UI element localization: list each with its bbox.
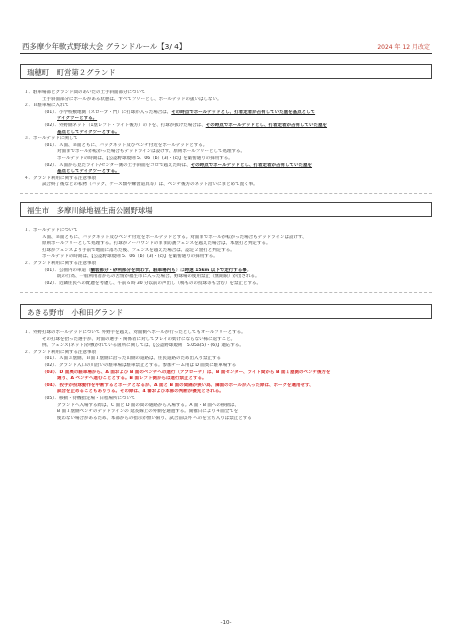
- rule-text: 原則ボールフリーとして処理する。打球がノーバウンドのまま防護フェンスを越えた場合は、本塁打と判定する。: [42, 241, 271, 247]
- rule-line: [24, 268, 432, 275]
- rule-text: 打球がフェンスより手前で地面に落ちた後、フェンスを越えた場合は、認定２塁打と判定する。: [42, 247, 235, 253]
- rule-line: [24, 389, 432, 396]
- rule-line: [24, 182, 432, 189]
- rule-line: [24, 370, 432, 377]
- rule-line: [24, 337, 432, 344]
- rule-line: [24, 116, 432, 123]
- rule-text: ボールデッドの時期は、【公認野球規則 5．06（b）(3)・(c)】を厳密通りの採用する。: [42, 254, 218, 260]
- rule-line: [24, 363, 432, 370]
- rule-text: （01）．Ａ面、Ｂ面ともに、バックネット及びベンチ付近をボールデッドとする。: [42, 142, 208, 148]
- rule-line: [24, 409, 432, 416]
- rule-text: B 面１塁側ベンチのデッドラインの 延長線上の外側を通過する。開催日により４面全てを: [57, 409, 239, 415]
- rule-text: ボールデッドの時期は、【公認野球規則 5．06（b）(3)・(c)】を厳密通りの採用する。: [57, 155, 233, 161]
- rule-text: 例。フェンス(ネット)が敷かれている箇所に関しては、【公認野球規則 5.05a(5)・(6)】適応する。: [42, 343, 244, 349]
- section-divider: [20, 193, 432, 194]
- page-header: [20, 40, 432, 54]
- rule-line: [24, 136, 432, 143]
- section-heading-fussa: [20, 202, 432, 217]
- rule-text: ２．グランド利用に関する注意事項: [24, 260, 96, 266]
- rule-line: [24, 156, 432, 163]
- section-title: 福生市 多摩川緑地福生南公園野球場: [27, 206, 153, 215]
- rule-text: ４．グランド利用に関する注意事項: [24, 175, 96, 181]
- rule-line: [24, 241, 432, 248]
- rule-text: １．ボールデッドについて: [24, 228, 78, 233]
- rule-text: その時点でボールデッドとし、打者走者が占有していた塁を: [190, 162, 313, 168]
- rule-text: １．駐車場部とグランド間のあいだの土手斜面部分について: [24, 90, 146, 95]
- rule-line: [24, 403, 432, 410]
- rule-text: その打球を拾った選手が、対面の選手・関係者に対してプレイの妨げにならない様に返すこと。: [42, 336, 236, 342]
- rule-line: [24, 376, 432, 383]
- rule-line: [24, 274, 432, 281]
- rule-text: （01）．小学校敷地側（スロープ・門）に打球が入った場合は、: [42, 109, 172, 115]
- rule-text: 対面までボールが転がった場合もデッドラインは設けず、原則ボールフリーとして処理する。: [57, 149, 246, 155]
- section-body-fussa: [24, 228, 432, 287]
- rule-text: 土手斜面部分にボールがある状態は、すべてフリーとし、ボールデッドの扱いはしない。: [42, 96, 222, 102]
- rule-text: テイクツーとする。: [57, 116, 98, 122]
- rule-text: 舗装部分・砂利部分を問わず、駐車場内も: [90, 267, 176, 273]
- rule-text: （02）．Ａ面から見たライト/センター側の土手斜面をゴロで越えた時は、: [42, 162, 191, 168]
- rule-text: （02）．近隣住民への配慮を考慮し、午前６時 30 分以前の声出し（鳴ものの投球等も含む）を禁止とする。: [42, 280, 262, 286]
- rule-line: [24, 176, 432, 183]
- rule-line: [24, 330, 432, 337]
- rule-line: [24, 123, 432, 130]
- rule-text: 通り、A ベンチへ進むこととする。B 面レフト側からは進行禁止とする。: [57, 376, 207, 382]
- rule-line: [24, 163, 432, 170]
- rule-line: [24, 143, 432, 150]
- rule-text: （02）．外野側ネット（1塁レフト・ライト後方）の下を、打球が抜けた場合は、: [42, 122, 206, 128]
- rule-line: [24, 235, 432, 242]
- rule-text: その時点でボールデッドとし、打者走者が占有していた塁を: [205, 122, 328, 128]
- rule-text: Ａ面、Ｂ面ともに、バックネット及びベンチ付近をボールデッドとする。対面までボールが転がった場合もデッドラインは設けず、: [42, 234, 307, 240]
- rule-line: [24, 254, 432, 261]
- rule-text: 。: [246, 267, 252, 273]
- rule-line: [24, 103, 432, 110]
- rule-text: （03）．D 面奥の駐車場から、A 面および B 面のベンチへの進行（アプローチ）は、B 面センター、ライト間から B 面１塁側のベンチ後方を: [42, 369, 331, 375]
- section-heading-akiruno: [20, 304, 432, 319]
- rule-text: （02）．グランド入口の川沿いの駐車場は駐車禁止とする。参加チーム用は D 面奥に駐車場する: [42, 362, 237, 368]
- document-title: 西多摩少年軟式野球大会 グランドルール【3/ 4】: [22, 42, 187, 51]
- rule-line: [24, 281, 432, 288]
- revision-date: 2024 年 12 月改定: [377, 44, 430, 51]
- rule-text: 既の行為、一般利用者からの苦情が福生市に入った場合、野球場の使用禁止（無期限）が出される。: [57, 274, 260, 280]
- rule-text: （01）．Ａ面３塁側、Ｂ面１塁側に沿った山側の道路は、住民道路のため出入り禁止する: [42, 356, 221, 362]
- rule-text: 基点としてテイクツーとする。: [57, 169, 120, 175]
- page-number: -10-: [220, 620, 232, 626]
- rule-line: [24, 396, 432, 403]
- rule-text: （01）．公園内の車道（: [42, 267, 91, 273]
- rule-text: 使わない場合があるため、本部からの指示が無い限り、試合前以外 へのを立ち入りは禁止とする: [57, 415, 252, 421]
- section-title: あきる野市 小和田グランド: [27, 308, 124, 317]
- rule-line: [24, 416, 432, 423]
- section-title: 瑞穂町 町営第２グランド: [27, 68, 116, 77]
- rule-text: 時速 15km 以下で走行する事: [184, 267, 247, 273]
- rule-line: [24, 248, 432, 255]
- rule-line: [24, 110, 432, 117]
- section-body-mizuho: [24, 90, 432, 189]
- rule-line: [24, 261, 432, 268]
- rule-line: [24, 169, 432, 176]
- rule-line: [24, 383, 432, 390]
- rule-text: ２．グランド利用に関する注意事項: [24, 349, 96, 355]
- rule-line: [24, 97, 432, 104]
- rule-text: 試合終了後などの私物（バッグ、ケース類や練習道具等）は、ベンチ後方のネット沿いにまとめて置く事。: [42, 182, 258, 188]
- rule-text: ３．ボールデッドに関して: [24, 136, 78, 142]
- section-divider: [20, 292, 432, 293]
- rule-line: [24, 350, 432, 357]
- rule-line: [24, 90, 432, 97]
- rule-text: （05）．移動・待機指定場・日程場所について: [42, 395, 136, 401]
- rule-line: [24, 356, 432, 363]
- rule-text: その時点でボールデッドとし、打者走者が占有していた塁を基点として: [171, 109, 316, 115]
- rule-text: ２．Ｂ駐車場に入れて: [24, 103, 69, 109]
- rule-line: [24, 228, 432, 235]
- section-heading-mizuho: [20, 64, 432, 79]
- section-body-akiruno: [24, 330, 432, 422]
- rule-text: １．外野打球のボールデッドについて 外野芋を越え、対面側へボールが行ったとしてもオールフリーとする。: [24, 330, 246, 335]
- rule-text: グランドへ入場する際は、C 面と D 面の間の通路から入場する。A 面・B 面への移動は、: [57, 402, 239, 408]
- rule-line: [24, 343, 432, 350]
- rule-line: [24, 149, 432, 156]
- rule-text: 試合を止めることもありうる。その際は、4 審および本部の判断が優先とされる。: [57, 389, 224, 395]
- rule-text: （04）．投手が投球動作を中断するとボークとなるが、A 面と B 面の間隔が狭い為、隣面のボールが入った際は、ボークを適用せず、: [42, 382, 314, 388]
- rule-text: ）は: [175, 267, 185, 273]
- rule-text: 基点としてテイクツーとする。: [57, 129, 120, 135]
- rule-line: [24, 130, 432, 137]
